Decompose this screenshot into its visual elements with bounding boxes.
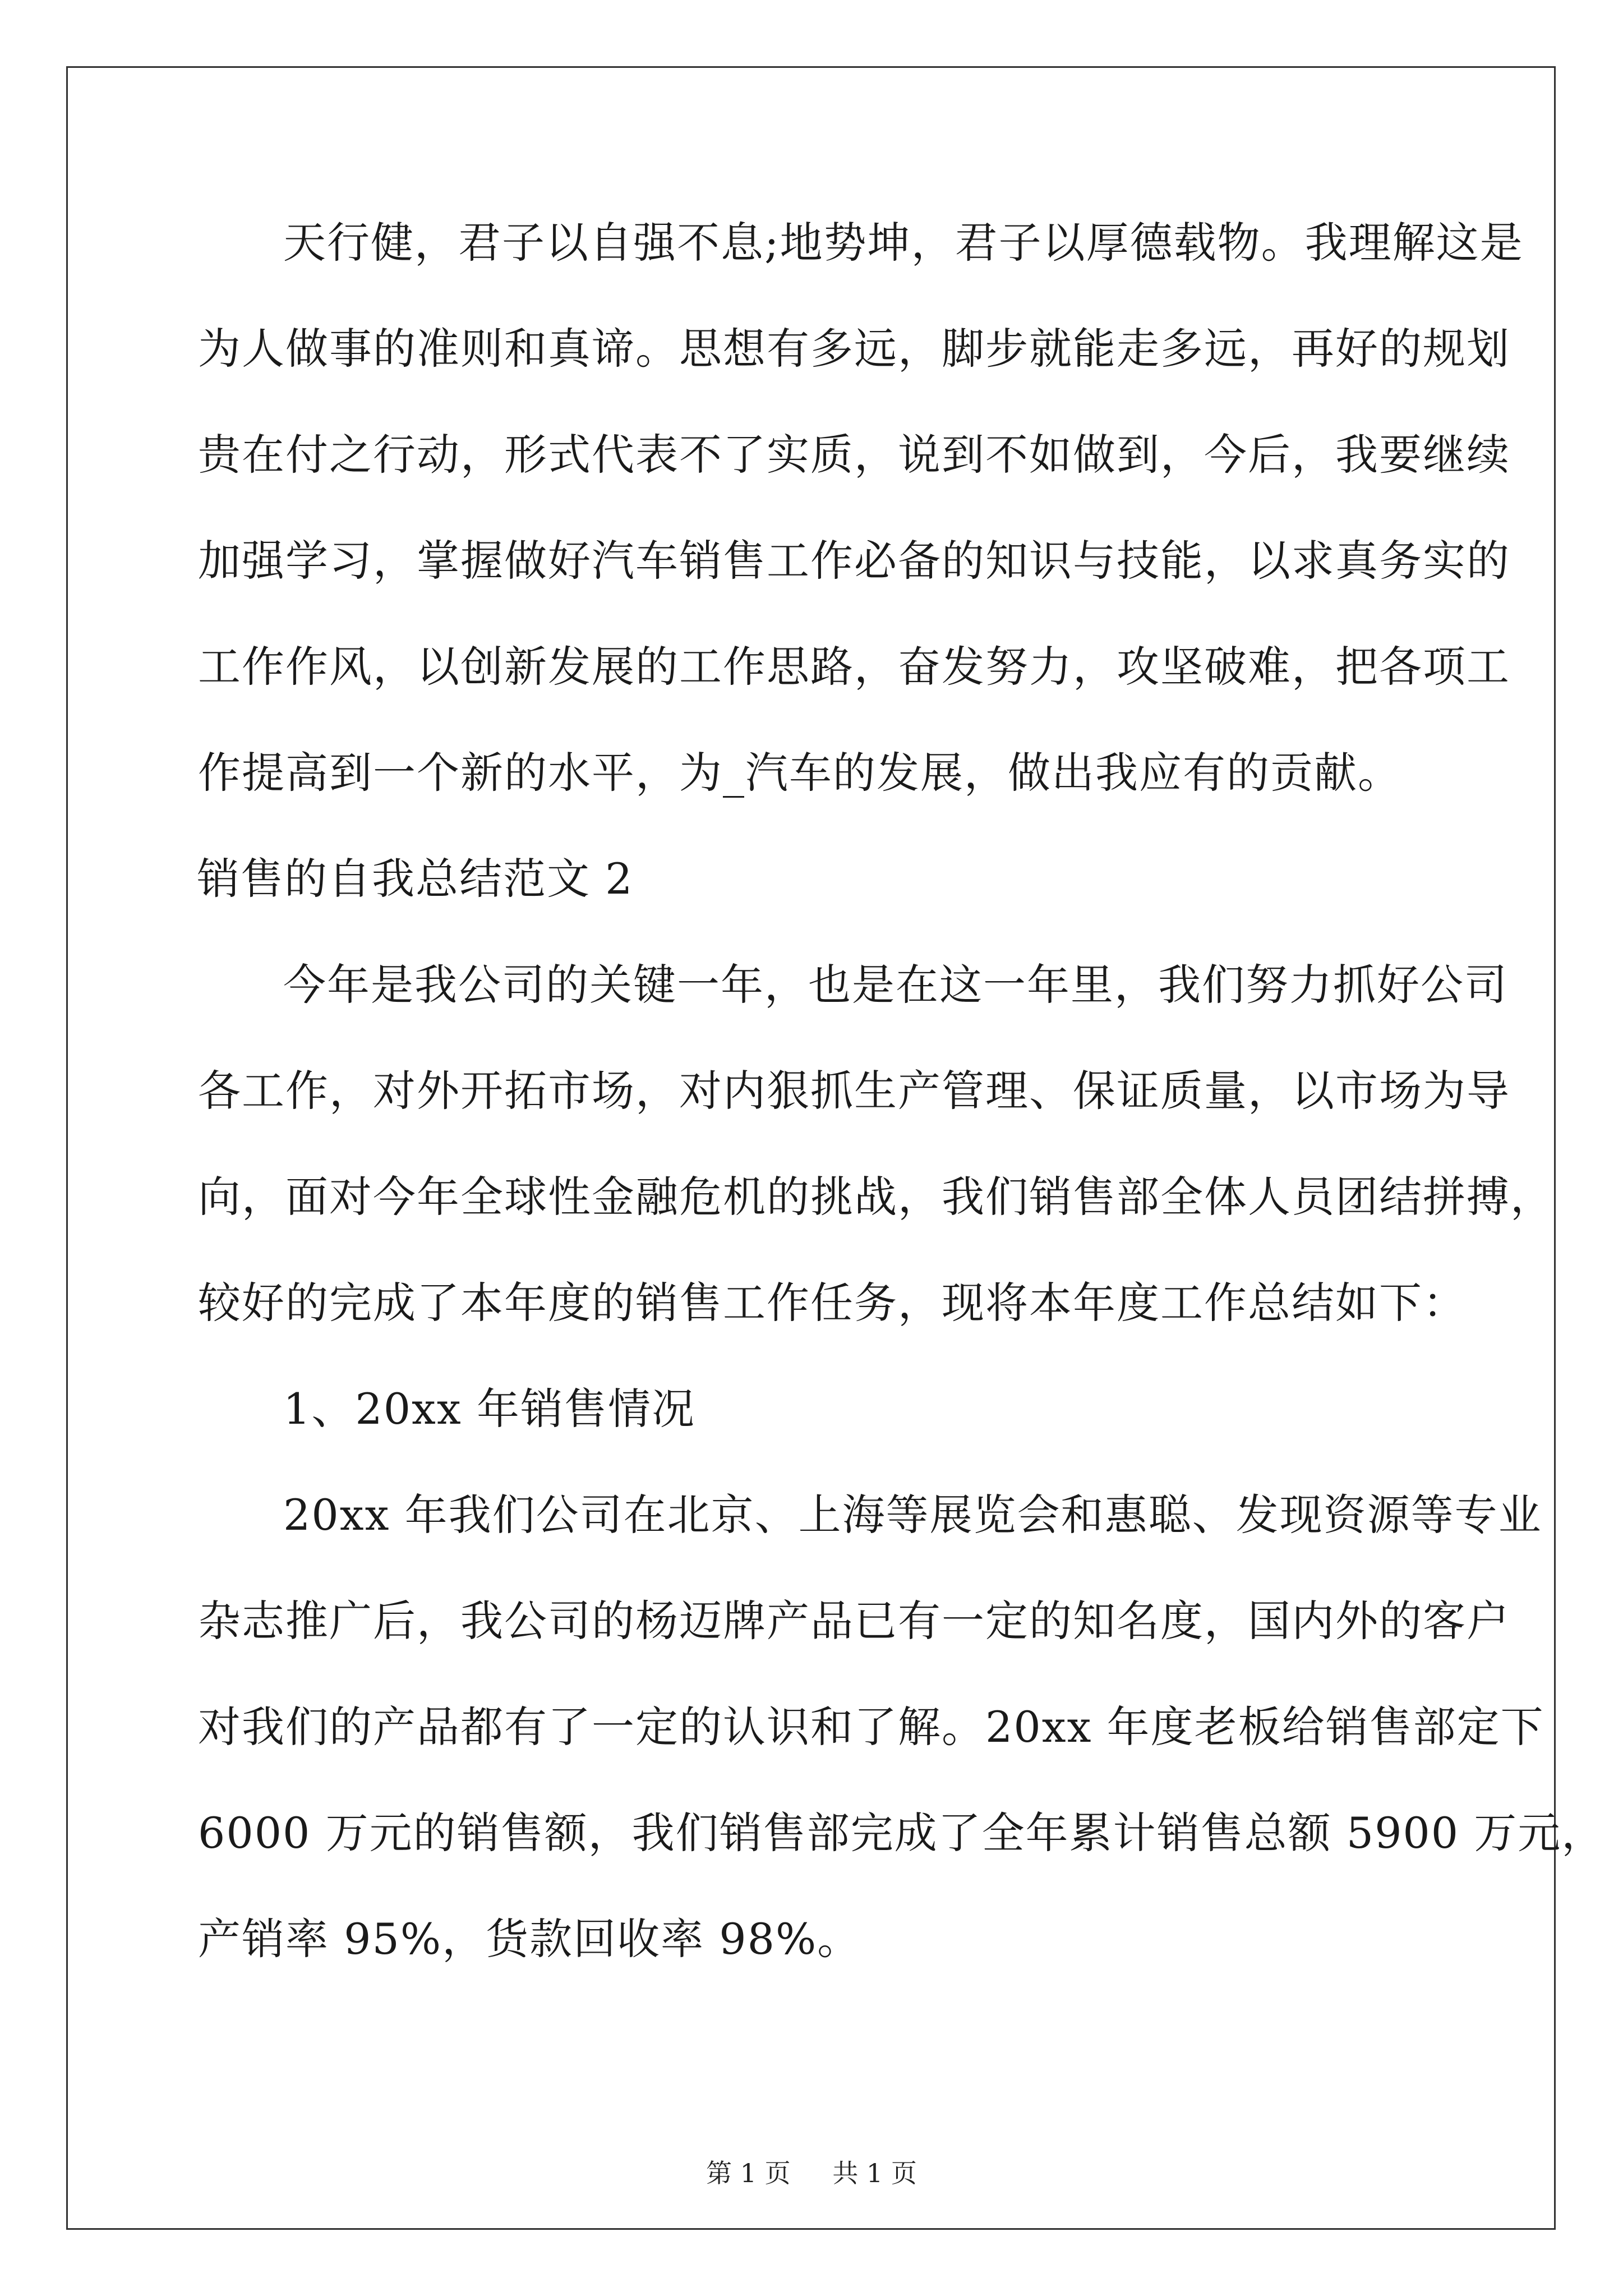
page-number: 第 1 页 <box>706 2158 791 2188</box>
paragraph-line: 20xx 年我们公司在北京、上海等展览会和惠聪、发现资源等专业 <box>283 1490 1542 1540</box>
paragraph-line: 作提高到一个新的水平，为_汽车的发展，做出我应有的贡献。 <box>198 748 1401 798</box>
paragraph-line: 对我们的产品都有了一定的认识和了解。20xx 年度老板给销售部定下 <box>198 1702 1544 1752</box>
paragraph-line: 贵在付之行动，形式代表不了实质，说到不如做到，今后，我要继续 <box>198 430 1510 480</box>
page-total: 共 1 页 <box>832 2158 917 2188</box>
section-heading: 销售的自我总结范文 2 <box>197 854 634 904</box>
paragraph-line: 较好的完成了本年度的销售工作任务，现将本年度工作总结如下： <box>198 1278 1467 1328</box>
subsection-heading: 1、20xx 年销售情况 <box>283 1384 695 1434</box>
paragraph-line: 加强学习，掌握做好汽车销售工作必备的知识与技能，以求真务实的 <box>198 536 1510 586</box>
paragraph-line: 今年是我公司的关键一年，也是在这一年里，我们努力抓好公司 <box>283 960 1508 1010</box>
paragraph-line: 向，面对今年全球性金融危机的挑战，我们销售部全体人员团结拼搏， <box>198 1172 1554 1222</box>
paragraph-line: 产销率 95%，货款回收率 98%。 <box>198 1914 861 1964</box>
paragraph-line: 6000 万元的销售额，我们销售部完成了全年累计销售总额 5900 万元， <box>198 1808 1606 1858</box>
paragraph-line: 为人做事的准则和真谛。思想有多远，脚步就能走多远，再好的规划 <box>198 324 1510 374</box>
paragraph-line: 天行健，君子以自强不息;地势坤，君子以厚德载物。我理解这是 <box>283 218 1524 268</box>
paragraph-line: 杂志推广后，我公司的杨迈牌产品已有一定的知名度，国内外的客户 <box>198 1596 1510 1646</box>
paragraph-line: 各工作，对外开拓市场，对内狠抓生产管理、保证质量，以市场为导 <box>198 1066 1510 1116</box>
page-footer <box>0 2153 1623 2190</box>
paragraph-line: 工作作风，以创新发展的工作思路，奋发努力，攻坚破难，把各项工 <box>198 642 1510 692</box>
document-body <box>197 212 1606 2014</box>
